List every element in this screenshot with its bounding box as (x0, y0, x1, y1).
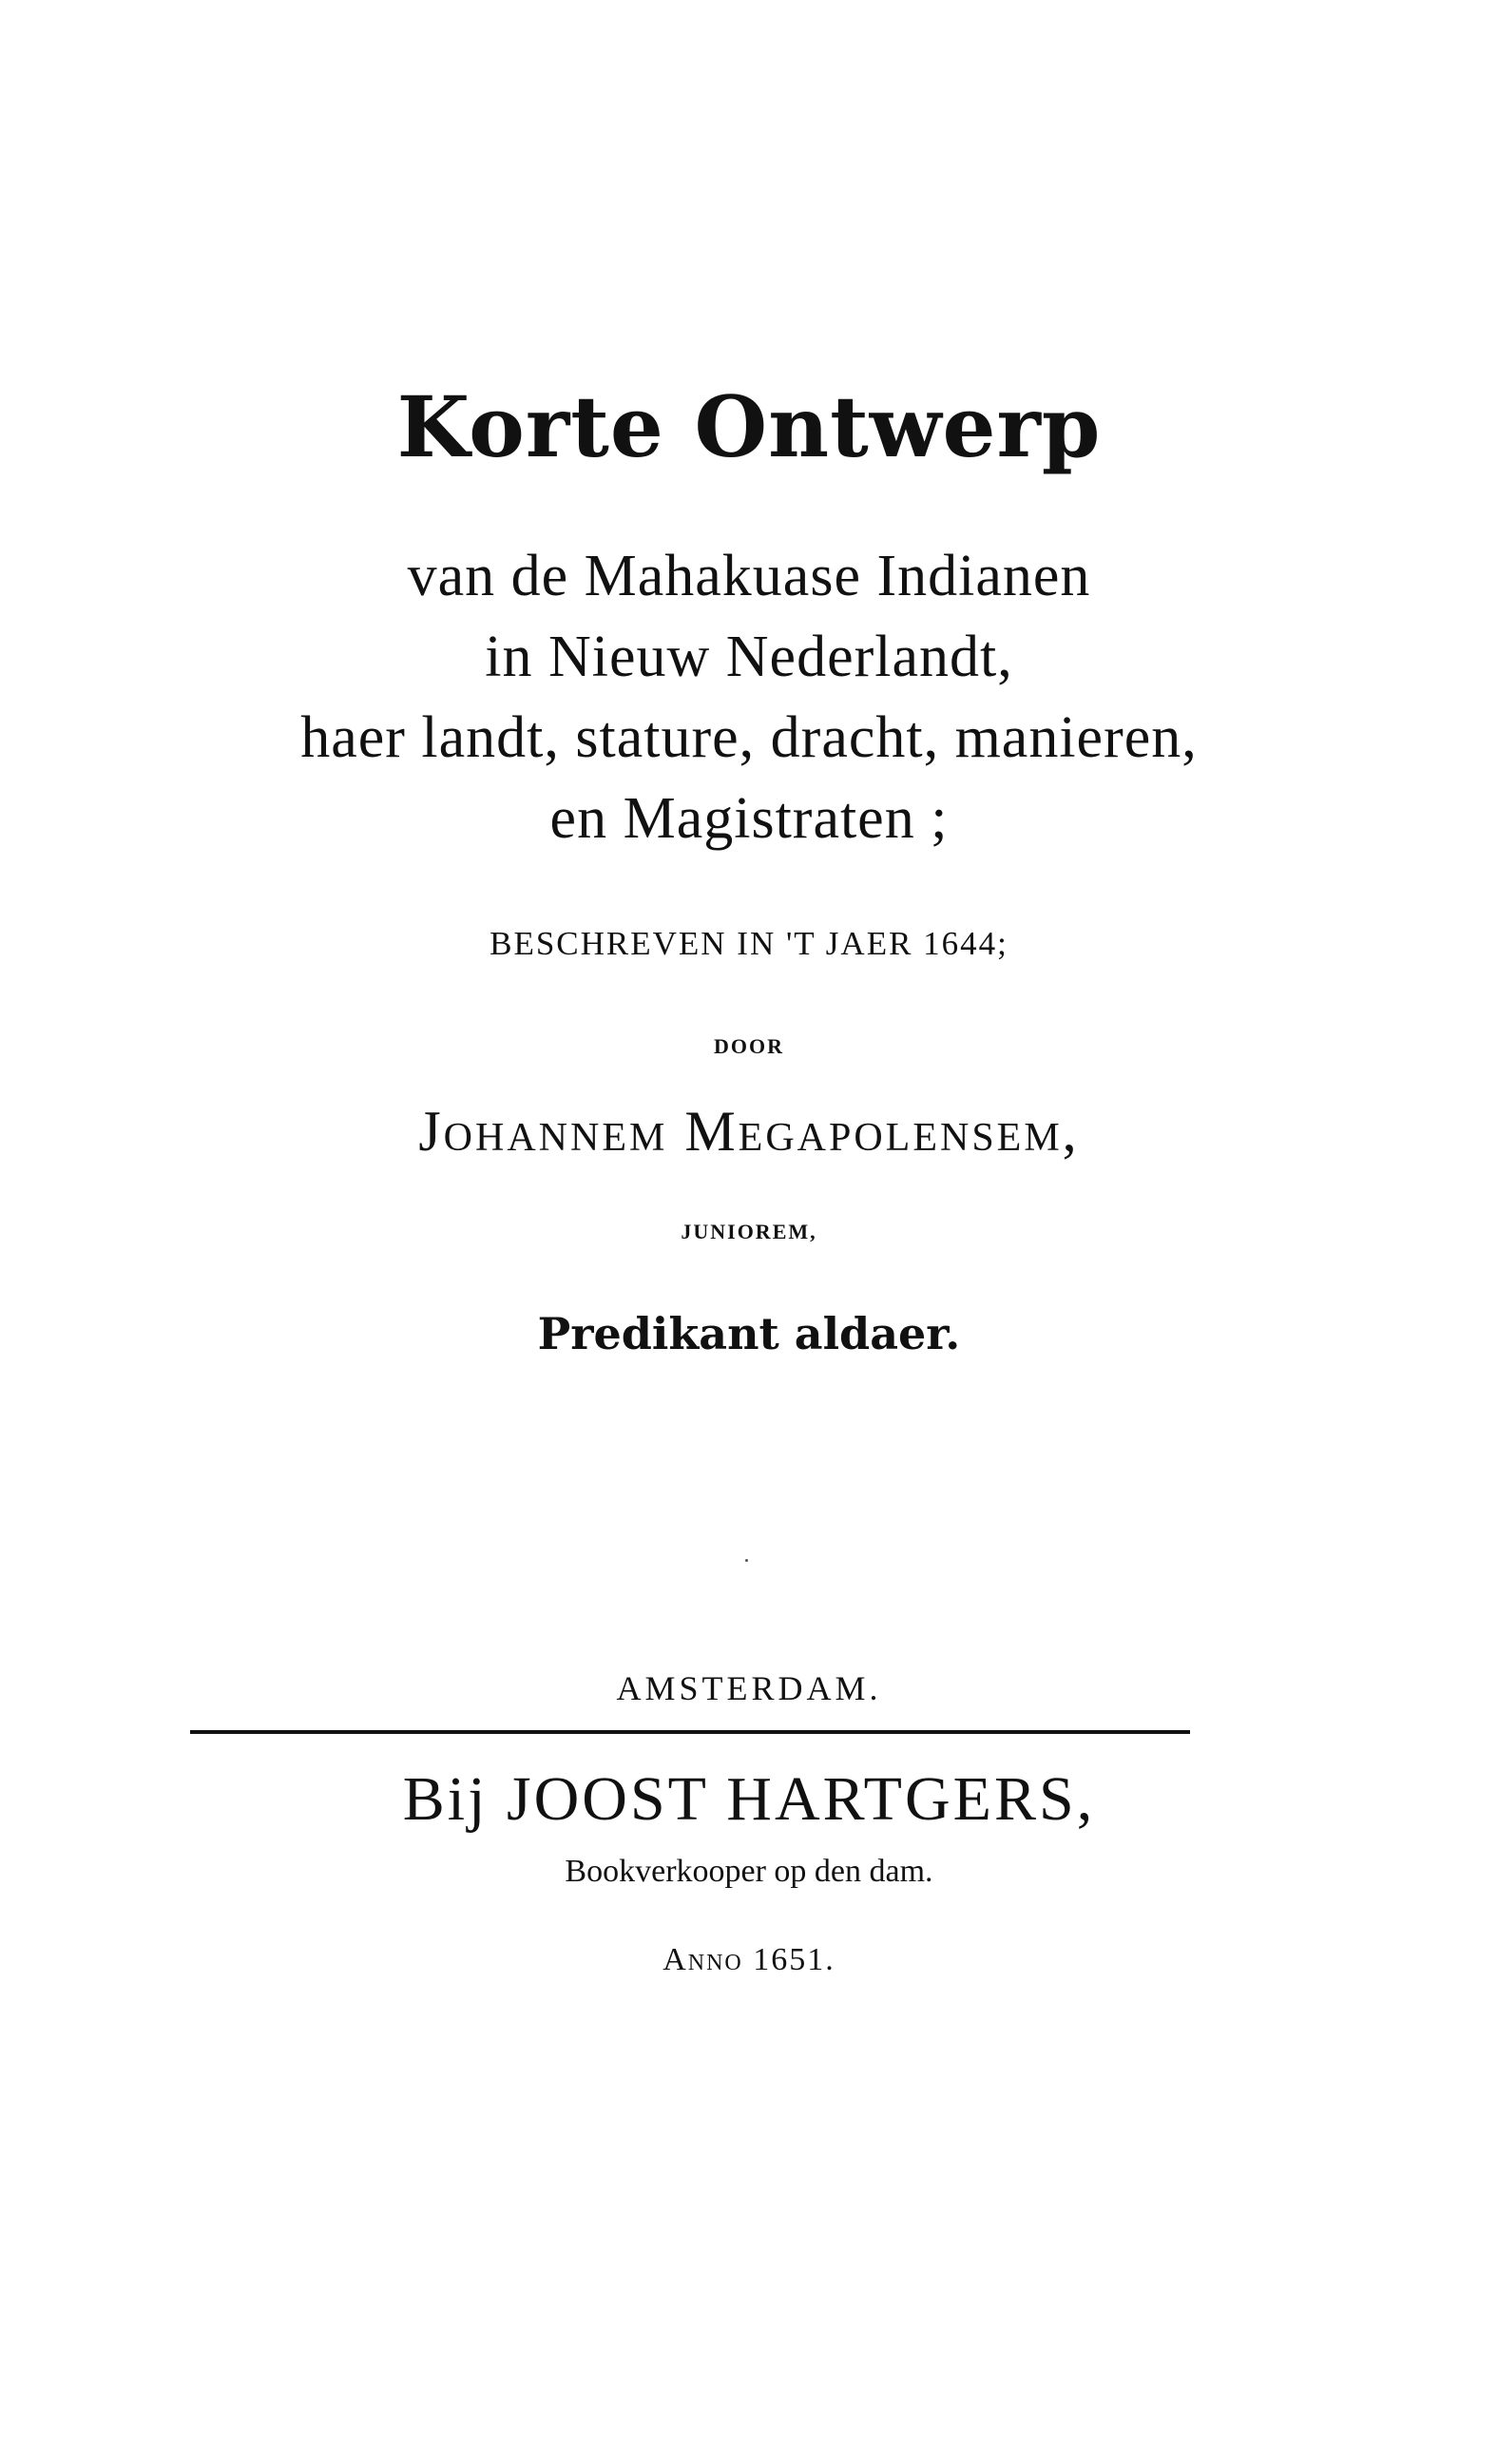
written-year-line: BESCHREVEN IN 'T JAER 1644; (490, 925, 1008, 962)
imprint-bookseller: Bookverkooper op den dam. (565, 1854, 933, 1889)
subtitle-line-4: en Magistraten ; (549, 786, 949, 851)
author-role: Predikant aldaer. (537, 1308, 961, 1359)
subtitle-line-1: van de Mahakuase Indianen (407, 544, 1091, 608)
subtitle-line-2: in Nieuw Nederlandt, (485, 625, 1013, 689)
door-label: DOOR (714, 1034, 784, 1058)
imprint-city: AMSTERDAM. (616, 1669, 882, 1707)
page-title: Korte Ontwerp (396, 377, 1102, 476)
subtitle-line-3: haer landt, stature, dracht, manieren, (300, 705, 1198, 770)
author-suffix: JUNIOREM, (681, 1220, 817, 1243)
imprint-publisher: Bij JOOST HARTGERS, (402, 1764, 1096, 1834)
author-name: Johannem Megapolensem, (418, 1100, 1080, 1163)
imprint-year: Anno 1651. (663, 1942, 835, 1977)
printer-speck (745, 1559, 748, 1562)
imprint-rule (190, 1730, 1190, 1734)
